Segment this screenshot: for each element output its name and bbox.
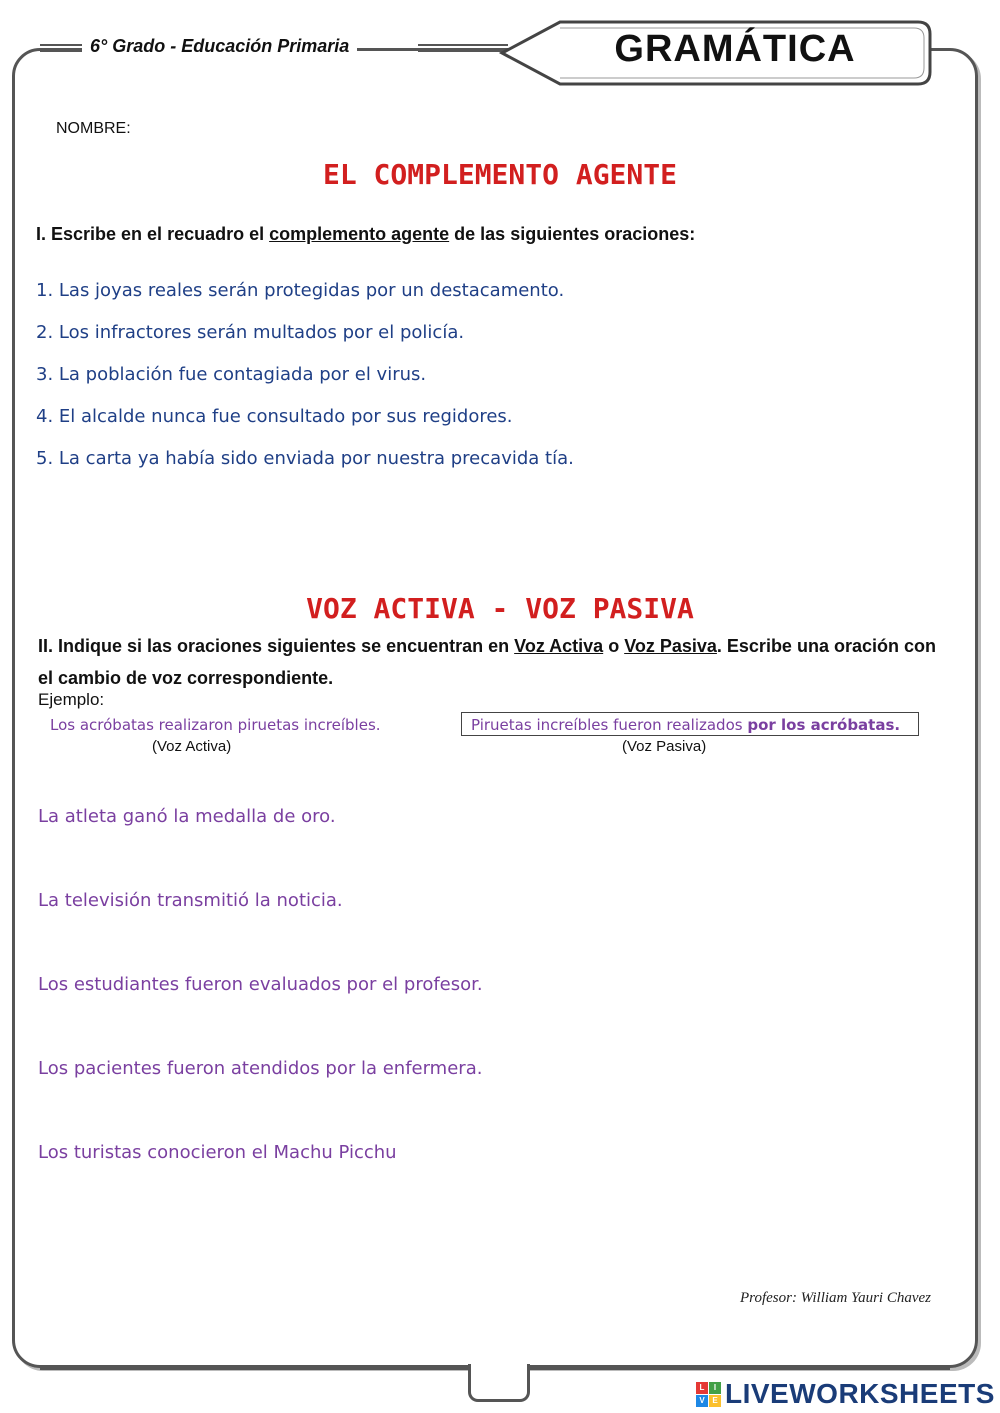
- section2-sentence: Los pacientes fueron atendidos por la enfermera.: [38, 1058, 483, 1079]
- section2-sentence: Los turistas conocieron el Machu Picchu: [38, 1142, 397, 1163]
- example-passive-agent: por los acróbatas.: [747, 716, 901, 734]
- page-frame: [12, 48, 978, 1368]
- example-active-label: (Voz Activa): [152, 738, 232, 755]
- section1-sentence: 3. La población fue contagiada por el virus.: [36, 364, 427, 385]
- section1-instruction: [36, 224, 695, 245]
- section2-title: VOZ ACTIVA - VOZ PASIVA: [306, 592, 694, 625]
- footer-rule-left: [40, 1368, 470, 1370]
- footer-rule-right: [530, 1368, 950, 1370]
- liveworksheets-watermark: [696, 1378, 995, 1410]
- instruction-text: o: [603, 636, 625, 656]
- header-rule-left: [40, 44, 82, 52]
- footer-tab: [468, 1364, 530, 1402]
- instruction-underlined: Voz Activa: [514, 636, 604, 656]
- header-rule-right: [418, 44, 508, 52]
- section2-instruction: [38, 630, 948, 694]
- section1-sentence: 5. La carta ya había sido enviada por nuestra precavida tía.: [36, 448, 574, 469]
- section2-sentence: La atleta ganó la medalla de oro.: [38, 806, 336, 827]
- grade-label: 6° Grado - Educación Primaria: [82, 36, 357, 57]
- instruction-underlined: Voz Pasiva: [624, 636, 717, 656]
- example-passive-label: (Voz Pasiva): [622, 738, 707, 755]
- name-label: NOMBRE:: [56, 120, 131, 137]
- section1-sentence: 1. Las joyas reales serán protegidas por un destacamento.: [36, 280, 565, 301]
- section2-sentence: La televisión transmitió la noticia.: [38, 890, 343, 911]
- logo-letter: I: [709, 1382, 721, 1394]
- section1-title: EL COMPLEMENTO AGENTE: [322, 158, 677, 191]
- example-passive-sentence: [471, 716, 900, 734]
- instruction-text: I. Escribe en el recuadro el: [36, 224, 270, 244]
- example-passive-text: Piruetas increíbles fueron realizados: [471, 716, 748, 734]
- author-credit: Profesor: William Yauri Chavez: [740, 1290, 931, 1306]
- subject-title: GRAMÁTICA: [614, 28, 856, 70]
- instruction-text: . Escribe una oración con el cambio de voz correspondiente.: [38, 636, 936, 688]
- logo-letter: V: [696, 1395, 708, 1407]
- liveworksheets-logo-icon: [696, 1382, 721, 1407]
- example-active-sentence: Los acróbatas realizaron piruetas increíbles.: [50, 716, 381, 734]
- liveworksheets-text: LIVEWORKSHEETS: [725, 1378, 995, 1409]
- section1-sentence: 4. El alcalde nunca fue consultado por sus regidores.: [36, 406, 513, 427]
- logo-letter: E: [709, 1395, 721, 1407]
- example-label: Ejemplo:: [38, 690, 105, 709]
- instruction-underlined: complemento agente: [269, 224, 450, 244]
- section1-sentence: 2. Los infractores serán multados por el policía.: [36, 322, 465, 343]
- instruction-text: de las siguientes oraciones:: [449, 224, 696, 244]
- section2-sentence: Los estudiantes fueron evaluados por el profesor.: [38, 974, 483, 995]
- logo-letter: L: [696, 1382, 708, 1394]
- instruction-text: II. Indique si las oraciones siguientes se encuentran en: [38, 636, 515, 656]
